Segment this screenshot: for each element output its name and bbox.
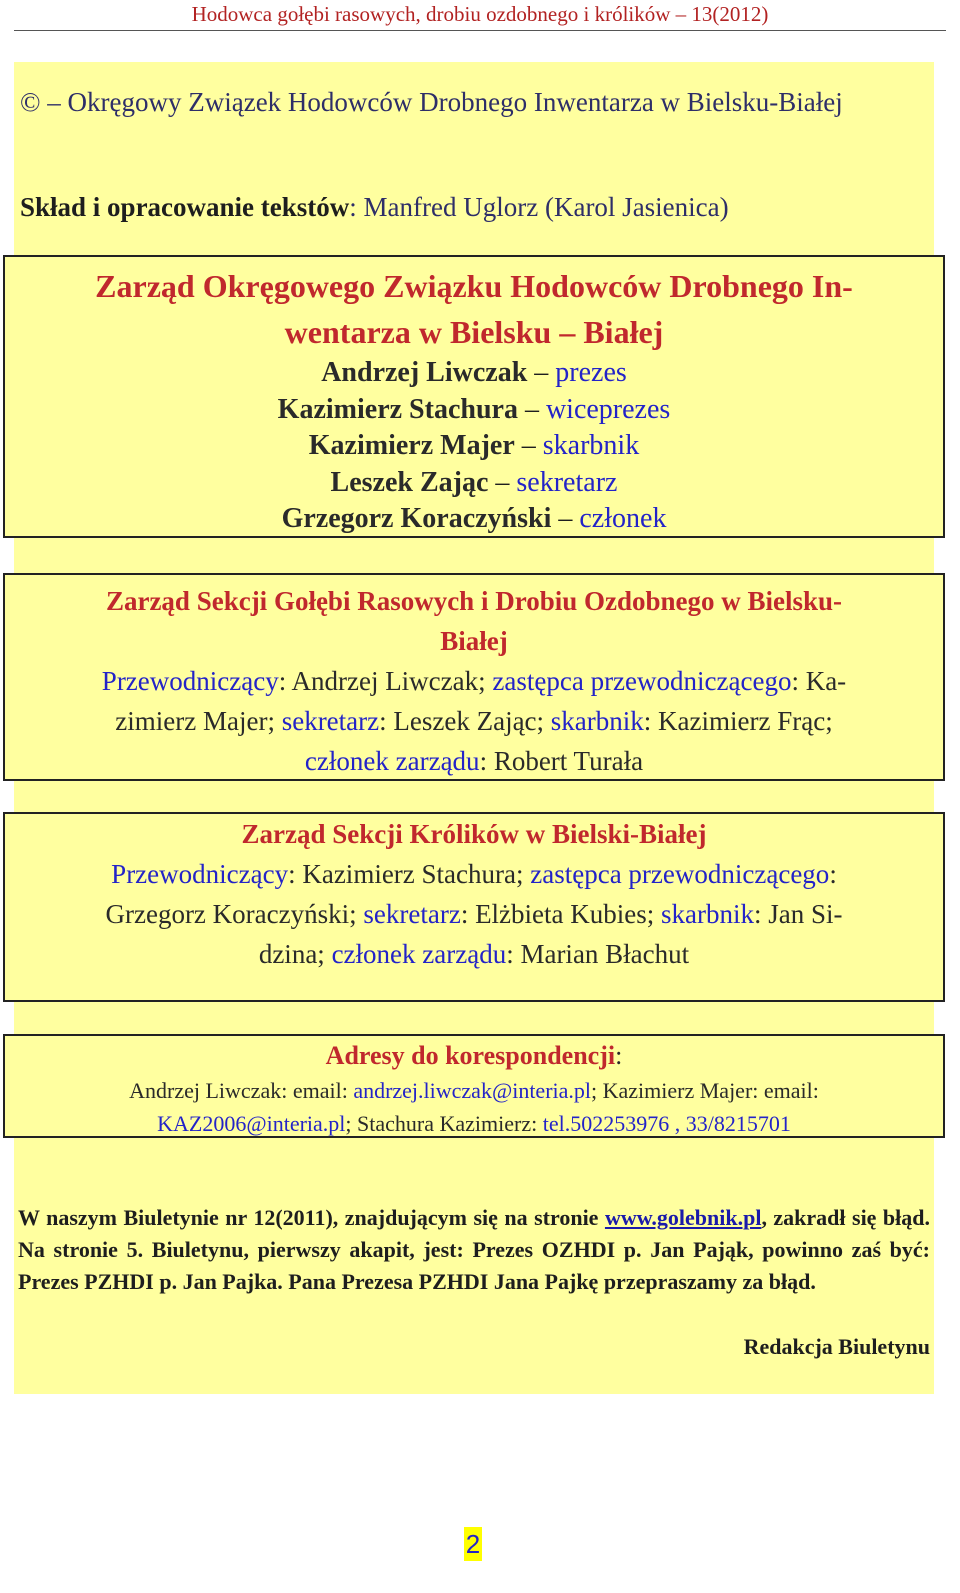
deputy-label: zastępca przewodniczącego (492, 666, 792, 696)
member-name: Andrzej Liwczak (321, 357, 528, 388)
pigeon-section-title-1: Zarząd Sekcji Gołębi Rasowych i Drobiu Ozdobnego w Bielsku- (105, 586, 843, 616)
chair-name: : Kazimierz Stachura; (288, 859, 531, 889)
website-link[interactable]: www.golebnik.pl (604, 1205, 762, 1230)
contacts-line-2 (5, 1107, 943, 1140)
deputy-name-rest: zimierz Majer; (115, 706, 282, 736)
member-name: Kazimierz Stachura (277, 393, 518, 425)
treasurer-name-rest: dzina; (258, 939, 332, 969)
district-board-box (3, 255, 945, 538)
contact-text: Andrzej Liwczak: email: (129, 1078, 354, 1103)
district-board-title-2: wentarza w Bielsku – Białej (284, 314, 664, 350)
deputy-label: zastępca przewodniczącego (530, 859, 830, 889)
email-link-majer[interactable]: KAZ2006@interia.pl (157, 1111, 346, 1136)
contact-text: ; Stachura Kazimierz: (345, 1111, 543, 1136)
board-member: Andrzej Liwczak – prezes (321, 357, 627, 388)
rabbit-section-box (3, 812, 945, 1002)
credits-line (20, 190, 729, 224)
running-header: Hodowca gołębi rasowych, drobiu ozdobnego i królików – 13(2012) (14, 0, 946, 31)
member-role: wiceprezes (545, 393, 671, 425)
secretary-label: sekretarz (281, 706, 380, 736)
treasurer-label: skarbnik (550, 706, 644, 736)
member-name: : Marian Błachut (506, 939, 690, 969)
board-member: Grzegorz Koraczyński – członek (281, 503, 667, 534)
deputy-name: : Ka- (791, 666, 847, 696)
contacts-title-text: Adresy do korespondencji (325, 1041, 616, 1070)
board-member: Kazimierz Stachura – wiceprezes (277, 393, 671, 425)
treasurer-name: : Kazimierz Frąc; (643, 706, 833, 736)
copyright-line: © – Okręgowy Związek Hodowców Drobnego Inwentarza w Bielsku-Białej (20, 87, 843, 117)
member-role: skarbnik (542, 430, 640, 461)
secretary-name: : Elżbieta Kubies; (460, 899, 662, 929)
member-role: prezes (555, 357, 627, 388)
treasurer-label: skarbnik (661, 899, 754, 929)
contact-text: ; Kazimierz Majer: email: (591, 1078, 819, 1103)
page-number: 2 (465, 1529, 481, 1559)
rabbit-section-line-2 (5, 894, 943, 934)
chair-label: Przewodniczący (111, 859, 289, 889)
district-board-title-1: Zarząd Okręgowego Związku Hodowców Drobnego In- (95, 268, 853, 304)
pigeon-section-line-1 (5, 661, 943, 701)
contacts-title (5, 1038, 943, 1074)
pigeon-section-line-2 (5, 701, 943, 741)
rabbit-section-line-3 (5, 934, 943, 974)
member-role: członek (579, 503, 667, 534)
secretary-name: : Leszek Zając; (379, 706, 551, 736)
member-role: sekretarz (516, 466, 618, 498)
contacts-line-1 (5, 1074, 943, 1107)
contacts-title-colon: : (615, 1041, 623, 1070)
contacts-box (3, 1034, 945, 1138)
pigeon-section-line-3 (5, 741, 943, 781)
pigeon-section-title-2: Białej (440, 626, 508, 656)
member-name: Leszek Zając (330, 466, 489, 498)
note-text: W naszym Biuletynie nr 12(2011), znajdującym się na stronie (18, 1205, 605, 1230)
deputy-name: Grzegorz Koraczyński; (105, 899, 364, 929)
credits-value: : Manfred Uglorz (Karol Jasienica) (349, 192, 729, 222)
member-label: członek zarządu (304, 746, 480, 776)
rabbit-section-line-1 (5, 854, 943, 894)
board-member: Leszek Zając – sekretarz (330, 466, 618, 498)
chair-name: : Andrzej Liwczak; (278, 666, 493, 696)
email-link-liwczak[interactable]: andrzej.liwczak@interia.pl (353, 1078, 592, 1103)
treasurer-name: : Jan Si- (754, 899, 843, 929)
phone-link[interactable]: tel.502253976 , 33/8215701 (542, 1111, 791, 1136)
pigeon-section-box (3, 573, 945, 781)
erratum-note (18, 1202, 930, 1298)
board-member: Kazimierz Majer – skarbnik (308, 430, 640, 461)
member-label: członek zarządu (331, 939, 507, 969)
secretary-label: sekretarz (363, 899, 461, 929)
member-name: Kazimierz Majer (308, 430, 515, 461)
chair-label: Przewodniczący (101, 666, 279, 696)
rabbit-section-title: Zarząd Sekcji Królików w Bielski-Białej (241, 819, 707, 849)
member-name: Grzegorz Koraczyński (281, 503, 552, 534)
editorial-signature: Redakcja Biuletynu (743, 1334, 930, 1359)
note-text-rest: , zakradł się błąd. Na stronie 5. Biuletynu, pierwszy akapit, jest: Prezes OZHDI p. Jan Pająk, powinno zaś być: Prezes PZHDI p. Jan Pajka. Pana Prezesa PZHDI Jana Pajkę przepraszamy za błąd. (18, 1205, 931, 1294)
credits-label: Skład i opracowanie tekstów (20, 192, 350, 222)
deputy-colon: : (829, 859, 837, 889)
member-name: : Robert Turała (479, 746, 644, 776)
